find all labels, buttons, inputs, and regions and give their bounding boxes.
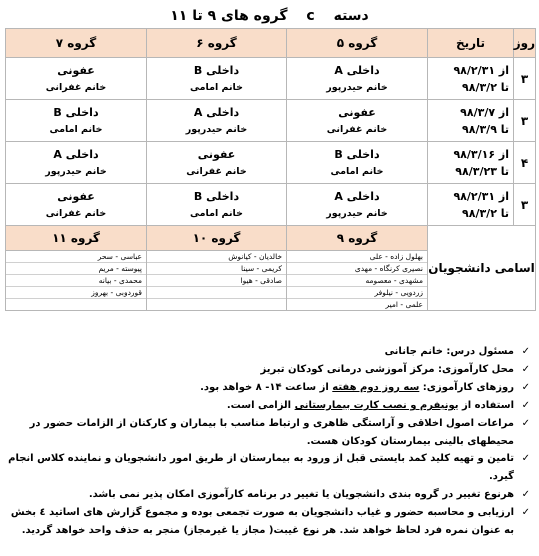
notes-list [5,343,532,539]
date-range [428,58,514,100]
date-from: از ۹۸/۲/۳۱ [453,63,509,77]
ward: داخلی A [334,63,380,77]
date-range [428,142,514,184]
group-6-cell [147,100,287,142]
table-row [6,100,536,142]
page-title [5,4,534,28]
group-5-cell [287,184,428,226]
group-7-cell [6,142,147,184]
group-7-cell [6,184,147,226]
list-item: زردویی - نیلوفر [287,287,427,299]
ward: عفونی [338,105,376,119]
date-to: تا ۹۸/۳/۲ [462,206,509,220]
ward: داخلی A [193,105,240,119]
group-10-student-list [147,251,287,311]
date-from: از ۹۸/۳/۱۶ [453,147,509,161]
date-to: تا ۹۸/۳/۹ [462,122,509,136]
instructor: خانم امامی [190,81,243,93]
note-item [5,397,532,415]
group-7-cell [6,100,147,142]
table-row [6,142,536,184]
list-item: مشهدی - معصومه [287,275,427,287]
note-text-pre: روزهای کارآموزی: [419,382,514,393]
instructor: خانم حیدرپور [326,207,388,219]
ward: داخلی A [334,189,380,203]
note-item [5,379,532,397]
day-count: ۳ [514,100,536,142]
instructor: خانم امامی [190,207,243,219]
day-count: ۳ [514,58,536,100]
day-count: ۳ [514,184,536,226]
check-icon: ✓ [521,453,530,464]
instructor: خانم غفرانی [326,123,388,135]
note-item [5,486,532,504]
instructor: خانم غفرانی [186,165,247,177]
header-group-7: گروه ۷ [6,29,147,58]
ward: عفونی [57,63,95,77]
note-text: محل کارآموزی: مرکز آموزشی درمانی کودکان تبریز [260,364,514,375]
note-text-underlined: سه روز دوم هفته [332,382,420,393]
list-item: عباسی - سحر [6,251,146,263]
note-text-underlined: یونیفرم و نصب کارت بیمارستانی [294,400,459,411]
header-group-5: گروه ۵ [287,29,428,58]
note-text: ارزیابی و محاسبه حضور و غیاب دانشجویان به صورت تجمعی بوده و مجموع گزارش های اساتید ٤ بخش به عنوان نمره فرد لحاظ خواهد شد. هر نوع غیبت( مجاز یا غیرمجاز) منجر به حذف واحد خواهد گردید. [10,507,514,536]
group-9-student-list [287,251,428,311]
ward: داخلی B [53,105,99,119]
check-icon: ✓ [521,346,530,357]
check-icon: ✓ [521,400,530,411]
ward: داخلی B [193,63,240,77]
list-item: محمدی - بیانه [6,275,146,287]
note-text-post: از ساعت ۱۴- ۸ خواهد بود. [200,382,333,393]
date-from: از ۹۸/۳/۷ [460,105,509,119]
note-item [5,343,532,361]
note-item [5,415,532,450]
title-prefix: دسته [333,8,369,24]
note-item [5,450,532,486]
note-item [5,504,532,539]
header-date: تاریخ [428,29,514,58]
date-to: تا ۹۸/۳/۲۳ [455,164,509,178]
student-groups-header-row [6,226,536,251]
header-day: روز [514,29,536,58]
list-item: علمی - امیر [385,300,423,309]
header-group-6: گروه ۶ [147,29,287,58]
check-icon: ✓ [521,489,530,500]
table-row [6,184,536,226]
list-item [6,299,146,310]
instructor: خانم غفرانی [45,81,107,93]
instructor: خانم امامی [330,165,384,177]
ward: عفونی [197,147,236,161]
table-row [6,58,536,100]
list-item: پیوسته - مریم [6,263,146,275]
group-6-cell [147,142,287,184]
list-item: خالدیان - کیانوش [147,251,286,263]
header-group-9: گروه ۹ [287,226,428,251]
group-7-cell [6,58,147,100]
ward: داخلی A [53,147,99,161]
list-item: بهلول زاده - علی [287,251,427,263]
students-label: اسامی دانشجویان [428,226,536,311]
group-6-cell [147,58,287,100]
list-item: قوردوبی - بهروز [6,287,146,299]
list-item [147,299,286,310]
group-5-cell [287,142,428,184]
check-icon: ✓ [521,364,530,375]
ward: داخلی B [193,189,240,203]
list-item: کریمی - سینا [147,263,286,275]
note-text-pre: استفاده از [458,400,514,411]
header-group-10: گروه ۱۰ [147,226,287,251]
ward: عفونی [57,189,95,203]
schedule-header-row [6,29,536,58]
instructor: خانم حیدرپور [326,81,388,93]
check-icon: ✓ [521,507,530,518]
list-item [147,287,286,299]
instructor: خانم حیدرپور [185,123,248,135]
date-range [428,184,514,226]
note-text: مسئول درس: خانم جانانی [384,346,514,357]
date-range [428,100,514,142]
instructor: خانم غفرانی [45,207,107,219]
note-item [5,361,532,379]
date-to: تا ۹۸/۳/۲ [462,80,509,94]
note-text: هرنوع تغییر در گروه بندی دانشجویان یا تغییر در برنامه کارآموزی امکان پذیر نمی باشد. [88,489,514,500]
check-icon: ✓ [521,382,530,393]
instructor: خانم امامی [49,123,103,135]
instructor: خانم حیدرپور [45,165,107,177]
note-text: تامین و تهیه کلید کمد بایستی قبل از ورود به بیمارستان از طریق امور دانشجویان و نماینده کلاس انجام گیرد. [8,453,514,482]
group-5-cell [287,58,428,100]
header-group-11: گروه ۱۱ [6,226,147,251]
check-icon: ✓ [521,418,530,429]
ward: داخلی B [334,147,380,161]
note-text: مراعات اصول اخلاقی و آراستگی ظاهری و ارتباط مناسب با بیماران و کارکنان از الزامات حضور در محیطهای بالینی بیمارستان کودکان هست. [29,418,514,447]
group-6-cell [147,184,287,226]
title-letter: c [306,8,315,24]
list-item: صادقی - هیوا [147,275,286,287]
group-11-student-list [6,251,147,311]
list-item: نصیری کرنگاه - مهدی [287,263,427,275]
group-5-cell [287,100,428,142]
schedule-table [5,28,536,311]
date-from: از ۹۸/۲/۳۱ [453,189,509,203]
note-text-post: الزامی است. [226,400,295,411]
day-count: ۴ [514,142,536,184]
title-groups: گروه های ۹ تا ۱۱ [170,8,288,24]
